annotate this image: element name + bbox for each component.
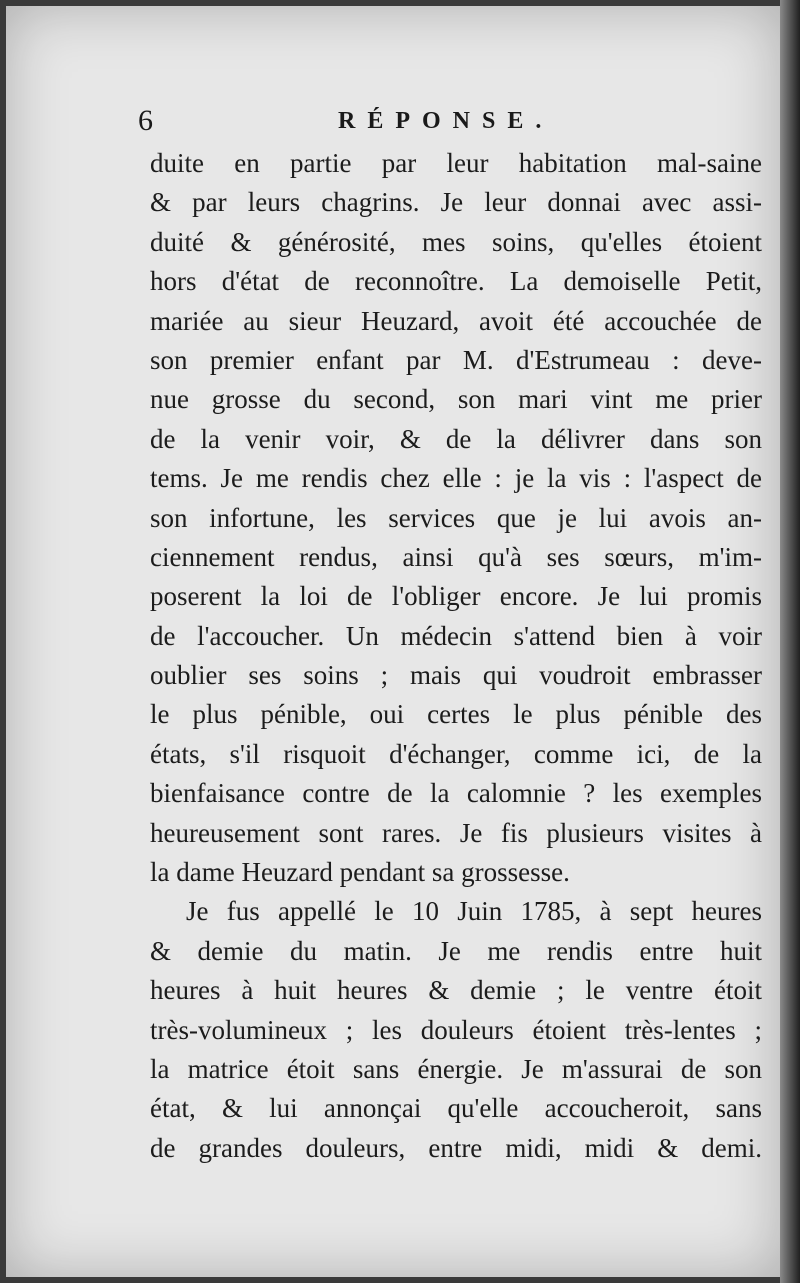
text-line: le plus pénible, oui certes le plus pénible des: [150, 699, 762, 730]
text-line: de la venir voir, & de la délivrer dans son: [150, 423, 762, 454]
text-line: la matrice étoit sans énergie. Je m'assurai de son: [150, 1053, 762, 1084]
text-line: très-volumineux ; les douleurs étoient très-lentes ;: [150, 1014, 762, 1045]
text-line: états, s'il risquoit d'échanger, comme ici, de la: [150, 738, 762, 769]
text-line: oublier ses soins ; mais qui voudroit embrasser: [150, 660, 762, 691]
text-line: ciennement rendus, ainsi qu'à ses sœurs, m'im-: [150, 541, 762, 572]
page-number: 6: [138, 104, 153, 137]
text-line: la dame Heuzard pendant sa grossesse.: [150, 857, 570, 888]
text-line: de l'accoucher. Un médecin s'attend bien à voir: [150, 620, 762, 651]
text-line: son premier enfant par M. d'Estrumeau : deve-: [150, 344, 762, 375]
text-line: & demie du matin. Je me rendis entre huit: [150, 935, 762, 966]
body-text: [150, 144, 762, 1168]
page-edge-shadow: [780, 0, 800, 1283]
text-line: heureusement sont rares. Je fis plusieurs visites à: [150, 817, 762, 848]
text-line: mariée au sieur Heuzard, avoit été accouchée de: [150, 305, 762, 336]
text-line: état, & lui annonçai qu'elle accoucheroit, sans: [150, 1093, 762, 1124]
text-line: bienfaisance contre de la calomnie ? les exemples: [150, 778, 762, 809]
text-line: nue grosse du second, son mari vint me prier: [150, 384, 762, 415]
text-line: son infortune, les services que je lui avois an-: [150, 502, 762, 533]
text-line: poserent la loi de l'obliger encore. Je lui promis: [150, 581, 762, 612]
text-line: Je fus appellé le 10 Juin 1785, à sept heures: [186, 896, 762, 927]
text-line: hors d'état de reconnoître. La demoiselle Petit,: [150, 266, 762, 297]
text-line: de grandes douleurs, entre midi, midi & demi.: [150, 1132, 762, 1163]
text-line: duité & générosité, mes soins, qu'elles étoient: [150, 226, 762, 257]
text-line: heures à huit heures & demie ; le ventre étoit: [150, 975, 762, 1006]
running-title: RÉPONSE.: [338, 108, 554, 134]
text-line: & par leurs chagrins. Je leur donnai avec assi-: [150, 187, 762, 218]
page-header: [138, 104, 768, 144]
book-page: [6, 6, 780, 1277]
text-line: tems. Je me rendis chez elle : je la vis : l'aspect de: [150, 463, 762, 494]
text-line: duite en partie par leur habitation mal-saine: [150, 148, 762, 178]
